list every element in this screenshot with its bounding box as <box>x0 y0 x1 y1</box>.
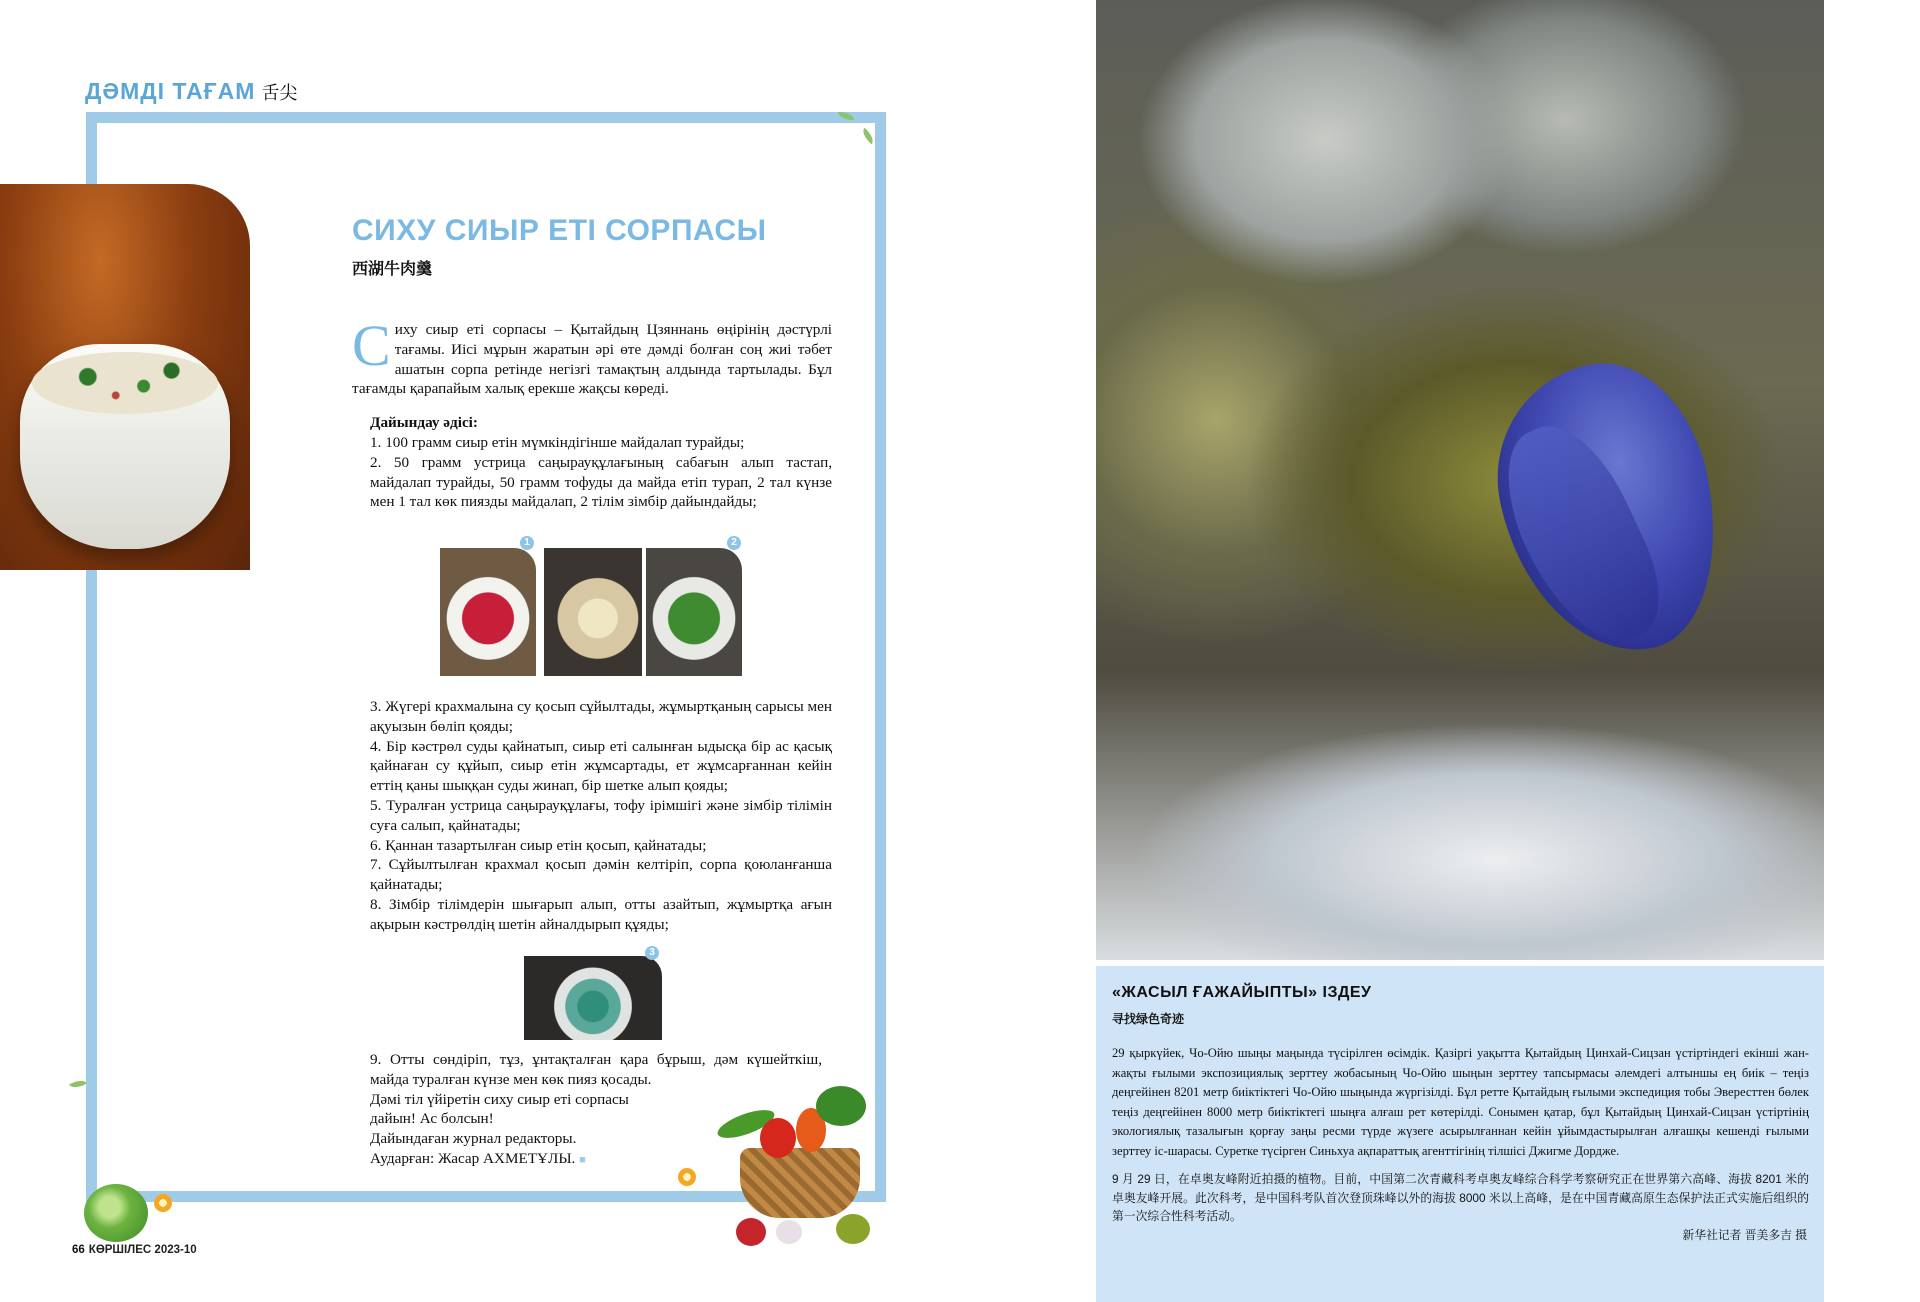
page-folio <box>72 1244 197 1256</box>
step-7: 7. Сұйылтылған крахмал қосып дәмін келтіріп, сорпа қоюланғанша қайнатады; <box>370 856 832 894</box>
photo-number-badge-3: 3 <box>645 946 659 960</box>
photo-credit: 新华社记者 晋美多吉 摄 <box>1682 1228 1807 1242</box>
caption-body-cn: 9 月 29 日，在卓奥友峰附近拍摄的植物。目前，中国第二次青藏科考卓奥友峰综合科学考察研究正在世界第六高峰、海拔 8201 米的卓奥友峰开展。此次科考，是中国科考队首次登顶珠峰以外的海拔 8000 米以上高峰，是在中国青藏高原生态保护法正式实施后组织的第一次综合性科考活动。 <box>1112 1172 1809 1223</box>
onion-icon <box>776 1220 802 1244</box>
caption-title: «ЖАСЫЛ ҒАЖАЙЫПТЫ» ІЗДЕУ <box>1112 984 1372 1001</box>
apple-icon <box>836 1214 870 1244</box>
closing-line-2: дайын! Ас болсын! <box>370 1110 494 1128</box>
recipe-title: СИХУ СИЫР ЕТІ СОРПАСЫ <box>352 214 767 247</box>
recipe-intro-block <box>352 313 832 512</box>
soup-broth <box>32 352 218 414</box>
intro-text: иху сиыр еті сорпасы – Қытайдың Цзяннань өңірінің дәстүрлі тағамы. Иісі мұрын жаратын әрі өте дәмді болған соң жиі тәбет ашатын сорпа ретінде негізгі тамақтың алдында тартылады. Бұл тағамды қарапайым халық ерекше жақсы көреді. <box>352 321 832 398</box>
photo-caption-box <box>1096 966 1824 1302</box>
ingredient-photos <box>440 548 742 676</box>
recipe-intro <box>352 313 832 399</box>
page-number: 66 <box>72 1244 85 1256</box>
closing-line-1: Дәмі тіл үйіретін сиху сиыр еті сорпасы <box>370 1090 629 1108</box>
lettuce-illustration <box>84 1184 148 1242</box>
ingredient-photo-beef <box>440 548 536 676</box>
photo-number-badge-1: 1 <box>520 536 534 550</box>
end-mark: ■ <box>579 1153 586 1166</box>
ingredient-photo-greens <box>646 548 742 676</box>
ingredient-photo-mushroom-tofu <box>544 548 642 676</box>
section-title-cn: 舌尖 <box>261 83 298 103</box>
vegetable-basket-illustration <box>716 1078 896 1248</box>
blue-poppy-photo <box>1096 0 1824 960</box>
caption-subtitle: 寻找绿色奇迹 <box>1112 1012 1185 1026</box>
orange-slice-icon <box>678 1168 696 1186</box>
photo-number-badge-2: 2 <box>727 536 741 550</box>
section-header <box>85 78 297 105</box>
method-heading: Дайындау әдісі: <box>370 414 478 432</box>
caption-body-kz: 29 қыркүйек, Чо-Ойю шыңы маңында түсірілген өсімдік. Қазіргі уақытта Қытайдың Цинхай-Сицзан үстіртіндегі екінші жан-жақты ғылыми экспозициялық зерттеу жобасының Чо-Ойю шыңын зерттеу тапсырмасы әлемдегі алтыншы ең биік – теңіз деңгейінен 8201 метр биіктіктегі Чо-Ойю шыңында жүргізілді. Бұл ретте Қытайдың ғылыми экспедиция тобы Эвересттен бөлек теңіз деңгейінен 8000 метр биіктіктегі шыңға алғаш рет көтерілді. Сонымен қатар, бұл Қытайдың Цинхай-Сицзан үстіртінің экологиялық тазалығын қорғау заңы ресми түрде жүзеге асырылғаннан кейін ұйымдастырылған алғашқы кешенді ғылыми зерттеу іс-шарасы. Суретке түсірген Синьхуа ақпараттық агенттігінің тілшісі Джигме Дордже. <box>1112 1046 1809 1158</box>
section-title: ДӘМДІ ТАҒАМ <box>85 78 256 104</box>
drop-cap: С <box>352 313 391 378</box>
basket-icon <box>740 1148 860 1218</box>
step-8: 8. Зімбір тілімдерін шығарып алып, отты азайтып, жұмыртқа ағын ақырын кәстрөлдің шетін айналдырып құяды; <box>370 895 832 933</box>
step-4: 4. Бір кәстрөл суды қайнатып, сиыр еті салынған ыдысқа бір ас қасық қайнаған су құйып, сиыр етін жұмсартады, ет жұмсарғаннан кейін еттің қаны шыққан суды жинап, бір шетке алып қояды; <box>370 737 832 795</box>
recipe-steps-block <box>352 697 832 935</box>
broccoli-icon <box>816 1086 866 1126</box>
cooking-photo <box>524 956 662 1040</box>
translator-credit: Аударған: Жасар АХМЕТҰЛЫ. <box>370 1149 576 1167</box>
step-3: 3. Жүгері крахмалына су қосып сұйылтады, жұмыртқаның сарысы мен ақуызын бөліп қояды; <box>370 698 832 735</box>
orange-slice-icon <box>154 1194 172 1212</box>
magazine-issue: КӨРШІЛЕС 2023-10 <box>88 1244 197 1256</box>
step-6: 6. Қаннан тазартылған сиыр етін қосып, қайнатады; <box>370 836 707 854</box>
soup-photo <box>0 184 250 570</box>
step-1: 1. 100 грамм сиыр етін мүмкіндігінше майдалап турайды; <box>370 433 745 451</box>
leaf-icon <box>69 1077 87 1092</box>
step-2: 2. 50 грамм устрица саңырауқұлағының сабағын алып тастап, майдалап турайды, 50 грамм тофуды да майда етіп турап, 2 тал күнзе мен 1 тал көк пиязды майдалап, 2 тілім зімбір дайындайды; <box>370 453 832 511</box>
prepared-by: Дайындаған журнал редакторы. <box>370 1130 577 1148</box>
step-5: 5. Туралған устрица саңырауқұлағы, тофу ірімшігі және зімбір тілімін суға салып, қайнатады; <box>370 796 832 834</box>
radish-icon <box>736 1218 766 1246</box>
tomato-icon <box>760 1118 796 1158</box>
step-9: 9. Отты сөндіріп, тұз, ұнтақталған қара бұрыш, дәм күшейткіш, майда туралған күнзе мен көк пияз қосады. <box>370 1051 822 1088</box>
recipe-title-cn: 西湖牛肉羹 <box>352 261 433 278</box>
